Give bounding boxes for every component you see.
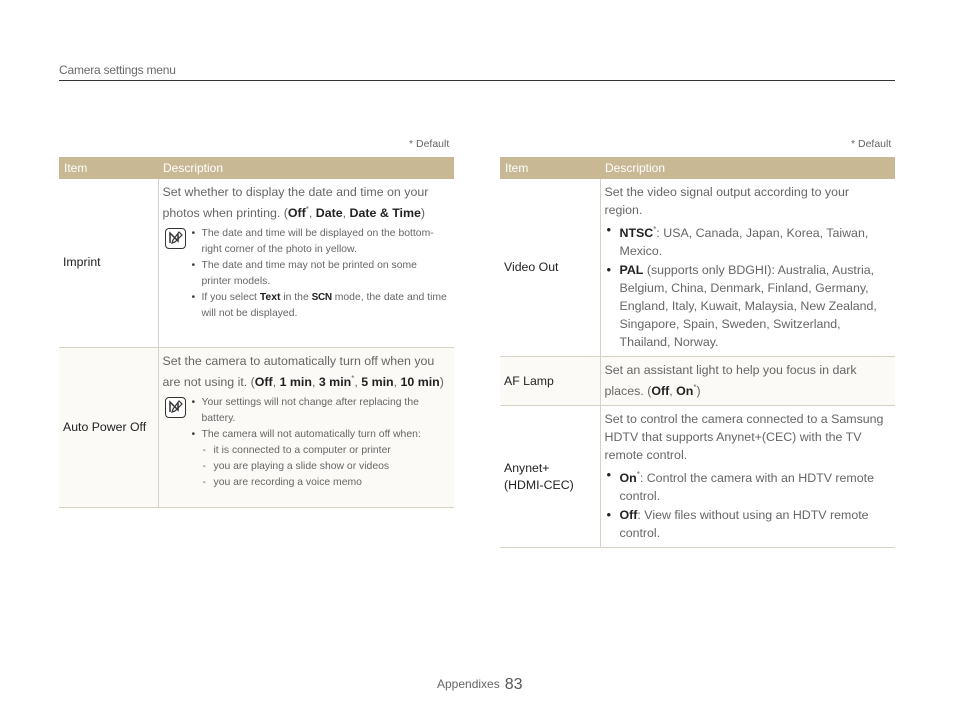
note-pencil-icon <box>165 228 186 249</box>
table-row-video-out <box>500 179 895 357</box>
item-anynet: Anynet+ (HDMI-CEC) <box>500 406 600 548</box>
video-out-description-text: Set the video signal output according to your region. <box>604 185 850 217</box>
table-row-auto-power-off <box>59 347 454 507</box>
column-header-item: Item <box>59 157 158 179</box>
scn-mode-label: SCN <box>311 292 332 304</box>
sub-condition: - it is connected to a computer or printer <box>202 443 450 459</box>
anynet-option-on: • On*: Control the camera with an HDTV remote control. <box>605 466 891 505</box>
table-header-row <box>59 157 454 179</box>
column-header-item: Item <box>500 157 600 179</box>
page-number: 83 <box>504 676 523 693</box>
column-header-description: Description <box>600 157 895 179</box>
auto-power-off-description-text: Set the camera to automatically turn off when you are not using it. (Off, 1 min, 3 min*, 5 min, 10 min) <box>162 353 444 389</box>
table-header-row <box>500 157 895 179</box>
description-anynet <box>600 406 895 548</box>
description-auto-power-off <box>158 347 454 507</box>
column-header-description: Description <box>158 157 454 179</box>
item-imprint: Imprint <box>59 179 158 347</box>
description-video-out <box>600 179 895 357</box>
section-divider <box>59 80 895 81</box>
table-row-anynet <box>500 406 895 548</box>
table-row-af-lamp <box>500 357 895 406</box>
anynet-description-text: Set to control the camera connected to a Samsung HDTV that supports Anynet+(CEC) with the TV remote control. <box>604 412 884 463</box>
auto-power-off-note-item: • The camera will not automatically turn off when: - it is connected to a computer or printer - you are playing a slide show or videos - you are recording a voice memo <box>191 427 450 491</box>
default-note-left: * Default <box>409 138 450 150</box>
note-pencil-icon <box>165 397 186 418</box>
footer-section-name: Appendixes <box>437 677 500 691</box>
imprint-description-text: Set whether to display the date and time on your photos when printing. (Off*, Date, Date & Time) <box>162 185 429 221</box>
video-out-option-ntsc: • NTSC*: USA, Canada, Japan, Korea, Taiwan, Mexico. <box>605 221 891 260</box>
description-af-lamp: Set an assistant light to help you focus in dark places. (Off, On*) <box>600 357 895 406</box>
auto-power-off-note <box>163 395 450 491</box>
sub-condition: - you are recording a voice memo <box>202 475 450 491</box>
table-row-imprint <box>59 179 454 347</box>
item-af-lamp: AF Lamp <box>500 357 600 406</box>
item-auto-power-off: Auto Power Off <box>59 347 158 507</box>
section-title: Camera settings menu <box>59 63 176 77</box>
video-out-option-pal: • PAL (supports only BDGHI): Australia, Austria, Belgium, China, Denmark, Finland, Germany, England, Italy, Kuwait, Malaysia, New Zealand, Singapore, Spain, Sweden, Switzerland, Thailand, Norway. <box>605 261 891 351</box>
imprint-note-item: • The date and time may not be printed on some printer models. <box>191 258 450 290</box>
item-video-out: Video Out <box>500 179 600 357</box>
sub-condition: - you are playing a slide show or videos <box>202 459 450 475</box>
settings-table-right <box>500 157 895 548</box>
description-imprint <box>158 179 454 347</box>
imprint-note-item: • If you select Text in the SCN mode, the date and time will not be displayed. <box>191 290 450 322</box>
default-note-right: * Default <box>851 138 892 150</box>
anynet-option-off: • Off: View files without using an HDTV remote control. <box>605 506 891 542</box>
settings-table-left <box>59 157 454 508</box>
auto-power-off-note-item: • Your settings will not change after replacing the battery. <box>191 395 450 427</box>
imprint-note <box>163 226 450 322</box>
imprint-note-item: • The date and time will be displayed on the bottom-right corner of the photo in yellow. <box>191 226 450 258</box>
page-footer <box>437 675 523 693</box>
